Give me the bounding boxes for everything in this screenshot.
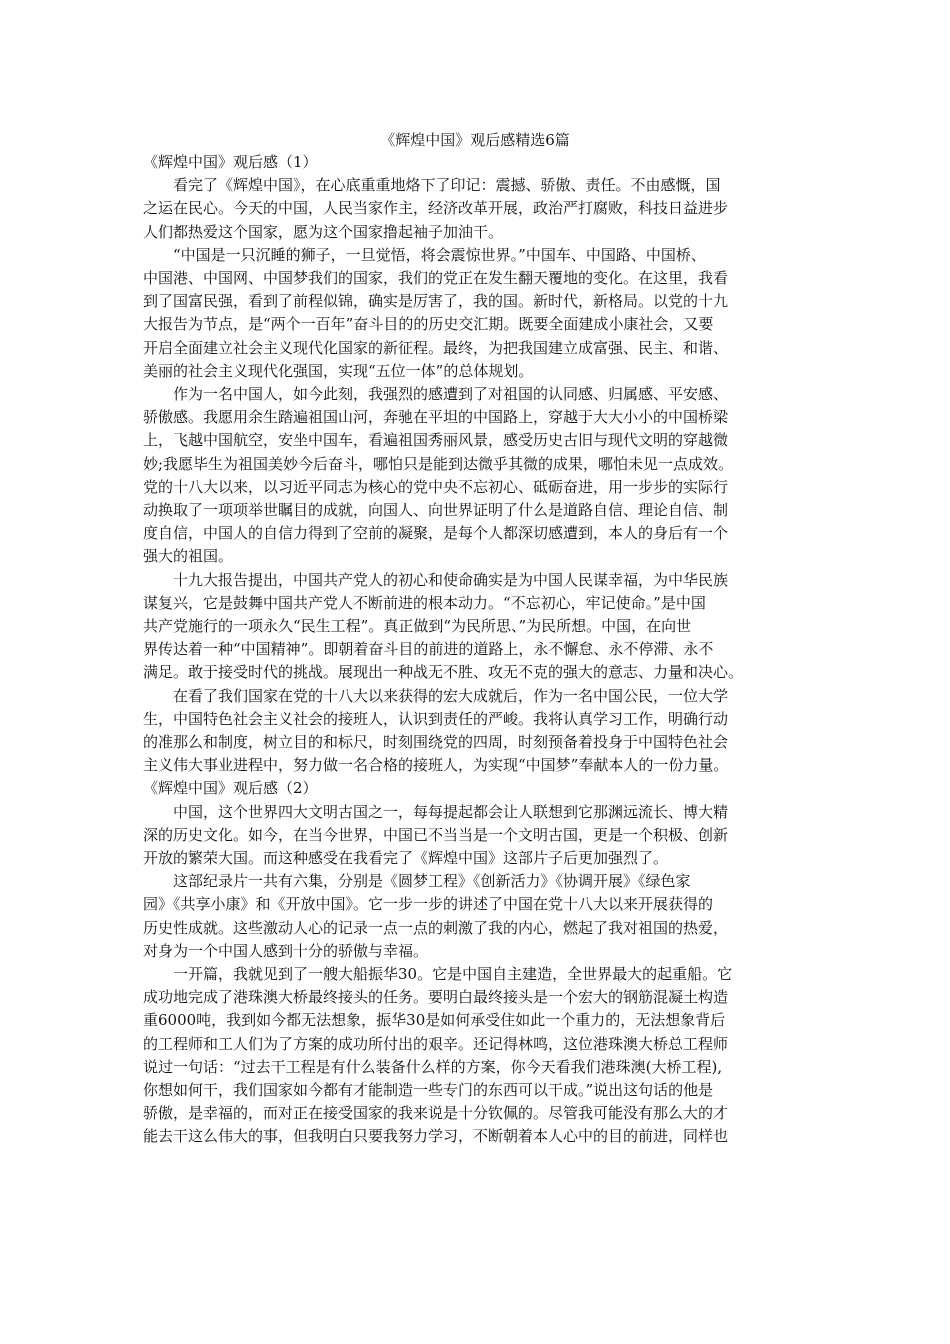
body-text-line: 深的历史文化。如今，在当今世界，中国已不当当是一个文明古国，更是一个积极、创新: [143, 825, 729, 844]
body-text-line: 十九大报告提出，中国共产党人的初心和使命确实是为中国人民谋幸福，为中华民族: [143, 570, 729, 589]
body-text-line: 到了国富民强，看到了前程似锦，确实是厉害了，我的国。新时代，新格局。以党的十九: [143, 292, 729, 311]
body-text-line: 骄傲感。我愿用余生踏遍祖国山河，奔驰在平坦的中国路上，穿越于大大小小的中国桥梁: [143, 408, 729, 427]
body-text-line: 重6000吨，我到如今都无法想象，振华30是如何承受住如此一个重力的，无法想象背后: [143, 1011, 726, 1030]
body-text-line: 这部纪录片一共有六集，分别是《圆梦工程》《创新活力》《协调开展》《绿色家: [143, 872, 691, 891]
body-text-line: 的工程师和工人们为了方案的成功所付出的艰辛。还记得林鸣，这位港珠澳大桥总工程师: [143, 1034, 729, 1053]
body-text-line: 谋复兴，它是鼓舞中国共产党人不断前进的根本动力。“不忘初心，牢记使命。”是中国: [143, 593, 706, 612]
body-text-line: “中国是一只沉睡的狮子，一旦觉悟，将会震惊世界。”中国车、中国路、中国桥、: [143, 245, 706, 264]
body-text-line: 党的十八大以来，以习近平同志为核心的党中央不忘初心、砥砺奋进，用一步步的实际行: [143, 477, 729, 496]
body-text-line: 度自信，中国人的自信力得到了空前的凝聚，是每个人都深切感遭到，本人的身后有一个: [143, 524, 729, 543]
section-heading: 《辉煌中国》观后感（2）: [143, 779, 318, 798]
body-text-line: 你想如何干，我们国家如今都有才能制造一些专门的东西可以干成。”说出这句话的他是: [143, 1081, 714, 1099]
body-text-line: 美丽的社会主义现代化强国，实现“五位一体”的总体规划。: [143, 361, 534, 380]
body-text-line: 开启全面建立社会主义现代化国家的新征程。最终，为把我国建立成富强、民主、和谐、: [143, 338, 729, 357]
body-text-line: 能去干这么伟大的事，但我明白只要我努力学习，不断朝着本人心中的目的前进，同样也: [143, 1127, 729, 1146]
body-text-line: 人们都热爱这个国家，愿为这个国家撸起袖子加油干。: [143, 222, 504, 241]
body-text-line: 主义伟大事业进程中，努力做一名合格的接班人，为实现“中国梦”奉献本人的一份力量。: [143, 756, 729, 775]
body-text-line: 大报告为节点，是“两个一百年”奋斗目的的历史交汇期。既要全面建成小康社会，又要: [143, 315, 714, 334]
body-text-line: 历史性成就。这些激动人心的记录一点一点的刺激了我的内心，燃起了我对祖国的热爱，: [143, 918, 729, 937]
body-text-line: 妙;我愿毕生为祖国美妙今后奋斗，哪怕只是能到达微乎其微的成果，哪怕未见一点成效。: [143, 454, 734, 473]
body-text-line: 中国，这个世界四大文明古国之一，每每提起都会让人联想到它那渊远流长、博大精: [143, 802, 729, 821]
body-text-line: 看完了《辉煌中国》，在心底重重地烙下了印记：震撼、骄傲、责任。不由感慨，国: [143, 176, 721, 195]
body-text-line: 开放的繁荣大国。而这种感受在我看完了《辉煌中国》这部片子后更加强烈了。: [143, 849, 669, 867]
body-text-line: 园》《共享小康》和《开放中国》。它一步一步的讲述了中国在党十八大以来开展获得的: [143, 895, 714, 914]
body-text-line: 对身为一个中国人感到十分的骄傲与幸福。: [143, 941, 429, 960]
body-text-line: 上，飞越中国航空，安坐中国车，看遍祖国秀丽风景，感受历史古旧与现代文明的穿越微: [143, 431, 729, 450]
body-text-line: 共产党施行的一项永久“民生工程”。真正做到“为民所思、”为民所想。中国，在向世: [143, 617, 692, 635]
body-text-line: 成功地完成了港珠澳大桥最终接头的任务。要明白最终接头是一个宏大的钢筋混凝土构造: [143, 988, 729, 1007]
body-text-line: 骄傲，是幸福的，而对正在接受国家的我来说是十分钦佩的。尽管我可能没有那么大的才: [143, 1104, 729, 1123]
document-title: 《辉煌中国》观后感精选6篇: [380, 131, 570, 149]
body-text-line: 强大的祖国。: [143, 547, 234, 566]
body-text-line: 满足。敢于接受时代的挑战。展现出一种战无不胜、攻无不克的强大的意志、力量和决心。: [143, 663, 744, 682]
body-text-line: 界传达着一种“中国精神”。即朝着奋斗目的前进的道路上，永不懈怠、永不停滞、永不: [143, 640, 714, 659]
body-text-line: 之运在民心。今天的中国，人民当家作主，经济改革开展，政治严打腐败，科技日益进步: [143, 199, 729, 218]
body-text-line: 动换取了一项项举世瞩目的成就，向国人、向世界证明了什么是道路自信、理论自信、制: [143, 501, 729, 519]
body-text-line: 一开篇，我就见到了一艘大船振华30。它是中国自主建造，全世界最大的起重船。它: [143, 965, 733, 983]
body-text-line: 中国港、中国网、中国梦我们的国家，我们的党正在发生翻天覆地的变化。在这里，我看: [143, 269, 729, 287]
body-text-line: 说过一句话：“过去干工程是有什么装备什么样的方案，你今天看我们港珠澳(大桥工程),: [143, 1057, 723, 1076]
body-text-line: 的准那么和制度，树立目的和标尺，时刻围绕党的四周，时刻预备着投身于中国特色社会: [143, 733, 729, 751]
body-text-line: 在看了我们国家在党的十八大以来获得的宏大成就后，作为一名中国公民，一位大学: [143, 686, 729, 705]
body-text-line: 生，中国特色社会主义社会的接班人，认识到责任的严峻。我将认真学习工作，明确行动: [143, 709, 729, 728]
body-text-line: 作为一名中国人，如今此刻，我强烈的感遭到了对祖国的认同感、归属感、平安感、: [143, 385, 729, 403]
section-heading: 《辉煌中国》观后感（1）: [143, 153, 318, 171]
